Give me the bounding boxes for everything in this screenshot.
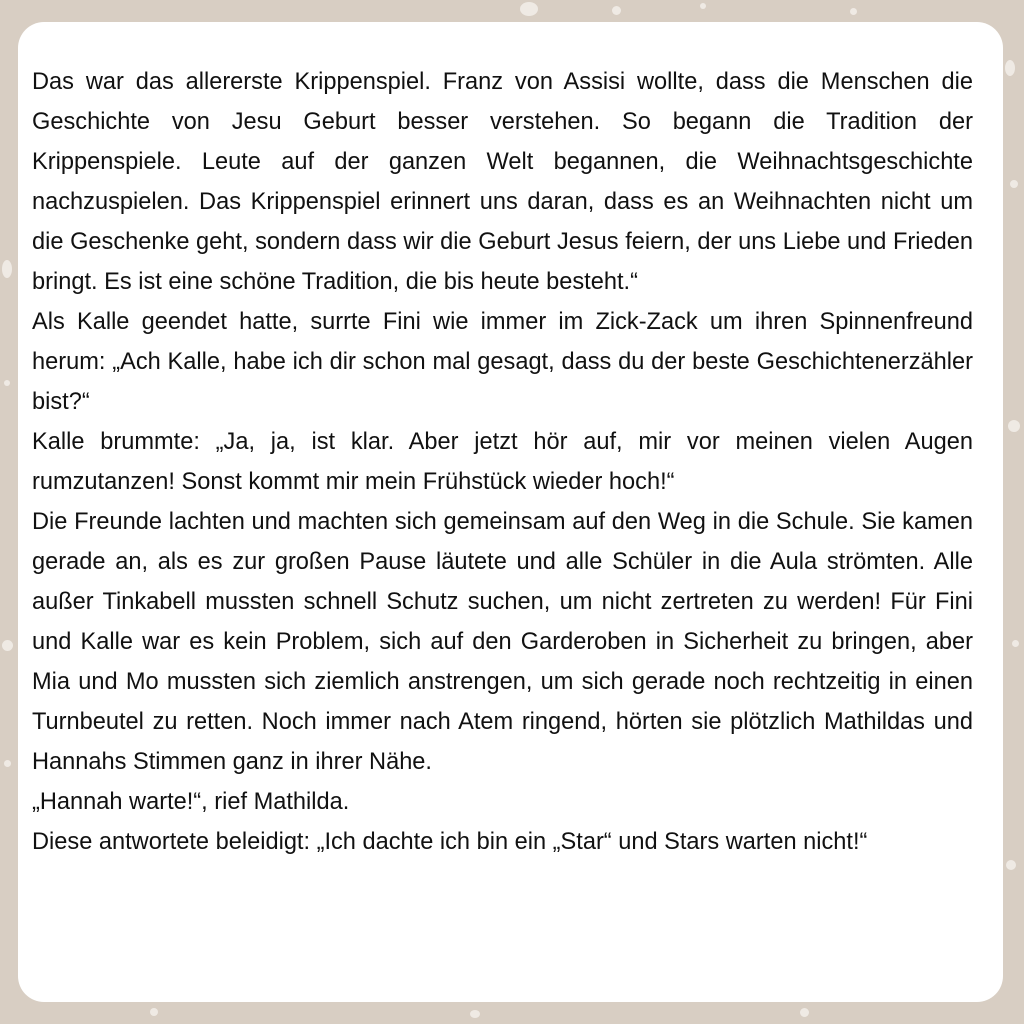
- background-speck: [1012, 640, 1019, 647]
- background-speck: [850, 8, 857, 15]
- background-speck: [520, 2, 538, 16]
- background-speck: [1008, 420, 1020, 432]
- background-speck: [150, 1008, 158, 1016]
- background-speck: [800, 1008, 809, 1017]
- paragraph: Als Kalle geendet hatte, surrte Fini wie immer im Zick-Zack um ihren Spinnenfreund herum: „Ach Kalle, habe ich dir schon mal gesagt, dass du der beste Geschichtenerzähler bist?“: [32, 309, 973, 415]
- background-speck: [612, 6, 621, 15]
- background-speck: [4, 380, 10, 386]
- paragraph: Die Freunde lachten und machten sich gemeinsam auf den Weg in die Schule. Sie kamen gerade an, als es zur großen Pause läutete und alle Schüler in die Aula strömten. Alle außer Tinkabell mussten schnell Schutz suchen, um nicht zertreten zu werden! Für Fini und Kalle war es kein Problem, sich auf den Garderoben in Sicherheit zu bringen, aber Mia und Mo mussten sich ziemlich anstrengen, um sich gerade noch rechtzeitig in einen Turnbeutel zu retten. Noch immer nach Atem ringend, hörten sie plötzlich Mathildas und Hannahs Stimmen ganz in ihrer Nähe.: [32, 509, 973, 775]
- background-speck: [4, 760, 11, 767]
- paragraph: Kalle brummte: „Ja, ja, ist klar. Aber jetzt hör auf, mir vor meinen vielen Augen rumzutanzen! Sonst kommt mir mein Frühstück wieder hoch!“: [32, 429, 973, 495]
- paragraph: „Hannah warte!“, rief Mathilda.: [32, 789, 350, 815]
- background-speck: [700, 3, 706, 9]
- background-speck: [2, 640, 13, 651]
- background-speck: [1005, 60, 1015, 76]
- paragraph: Das war das allererste Krippenspiel. Franz von Assisi wollte, dass die Menschen die Geschichte von Jesu Geburt besser verstehen. So begann die Tradition der Krippenspiele. Leute auf der ganzen Welt begannen, die Weihnachtsgeschichte nachzuspielen. Das Krippenspiel erinnert uns daran, dass es an Weihnachten nicht um die Geschenke geht, sondern dass wir die Geburt Jesus feiern, der uns Liebe und Frieden bringt. Es ist eine schöne Tradition, die bis heute besteht.“: [32, 69, 973, 295]
- background-speck: [2, 260, 12, 278]
- background-speck: [1010, 180, 1018, 188]
- background-speck: [1006, 860, 1016, 870]
- text-card: [18, 22, 1003, 1002]
- background-speck: [470, 1010, 480, 1018]
- paragraph: Diese antwortete beleidigt: „Ich dachte ich bin ein „Star“ und Stars warten nicht!“: [32, 829, 868, 855]
